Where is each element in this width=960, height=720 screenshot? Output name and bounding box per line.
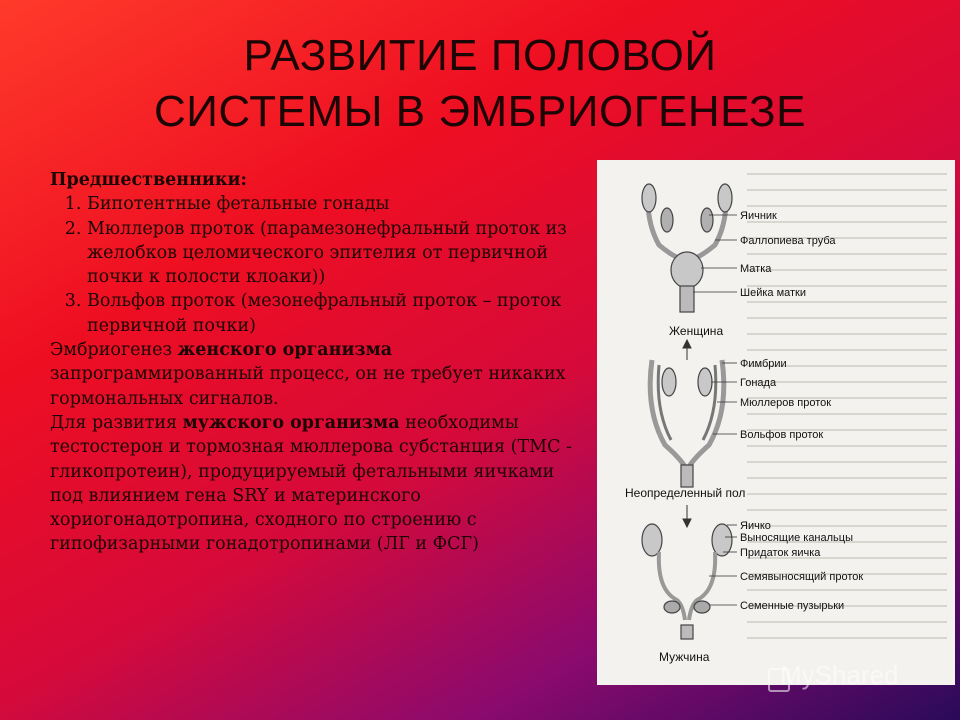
female-paragraph — [50, 338, 590, 411]
male-paragraph — [50, 411, 590, 557]
label-efferent-ducts: Выносящие канальцы — [740, 532, 853, 544]
label-gonad: Гонада — [740, 377, 777, 389]
label-epididymis: Придаток яичка — [740, 547, 821, 559]
label-uterus: Матка — [740, 263, 772, 275]
caption-female: Женщина — [669, 324, 724, 338]
list-item: 1. Бипотентные фетальные гонады — [87, 192, 590, 216]
label-cervix: Шейка матки — [740, 287, 807, 299]
slide-title — [0, 28, 960, 140]
watermark: MyShared — [780, 660, 899, 690]
figure-svg — [597, 160, 955, 685]
label-ovary: Яичник — [740, 210, 777, 222]
label-wolffian-duct: Вольфов проток — [740, 429, 824, 441]
body-text — [50, 168, 590, 557]
para-text: необходимы тестостерон и тормозная мюллерова субстанция (ТМС - гликопротеин), продуцируемый фетальными яичками под влиянием гена SRY и материнского хориогонадотропина, сходного по строению с гипофизарными гонадотропинами (ЛГ и ФСГ) — [50, 412, 572, 555]
female-bold: женского организма — [177, 340, 393, 361]
label-mullerian-duct: Мюллеров проток — [740, 397, 832, 409]
female-anatomy-drawing — [642, 184, 732, 312]
label-vas-deferens: Семявыносящий проток — [740, 571, 864, 583]
para-text: Для развития — [50, 412, 183, 433]
embryology-figure — [597, 160, 955, 685]
title-line-2: СИСТЕМЫ В ЭМБРИОГЕНЕЗЕ — [154, 87, 806, 136]
list-item: 2. Мюллеров проток (парамезонефральный проток из желобков целомического эпителия от первичной почки к полости клоаки)) — [87, 217, 590, 290]
indifferent-anatomy-drawing — [650, 360, 724, 487]
label-fallopian-tube: Фаллопиева труба — [740, 235, 836, 247]
list-item: 3. Вольфов проток (мезонефральный проток – проток первичной почки) — [87, 289, 590, 338]
male-anatomy-drawing — [642, 524, 732, 639]
label-seminal-vesicles: Семенные пузырьки — [740, 600, 845, 612]
arrow-down-icon — [683, 505, 691, 527]
label-fimbriae: Фимбрии — [740, 358, 787, 370]
label-testis: Яичко — [740, 520, 771, 532]
caption-indifferent: Неопределенный пол — [625, 486, 746, 500]
caption-male: Мужчина — [659, 650, 710, 664]
arrow-up-icon — [683, 340, 691, 360]
para-text: Эмбриогенез — [50, 340, 178, 361]
precursors-heading: Предшественники: — [50, 170, 247, 190]
precursors-list — [50, 192, 590, 338]
title-line-1: РАЗВИТИЕ ПОЛОВОЙ — [243, 31, 717, 80]
male-bold: мужского организма — [182, 412, 400, 433]
para-text: запрограммированный процесс, он не требует никаких гормональных сигналов. — [50, 364, 566, 409]
